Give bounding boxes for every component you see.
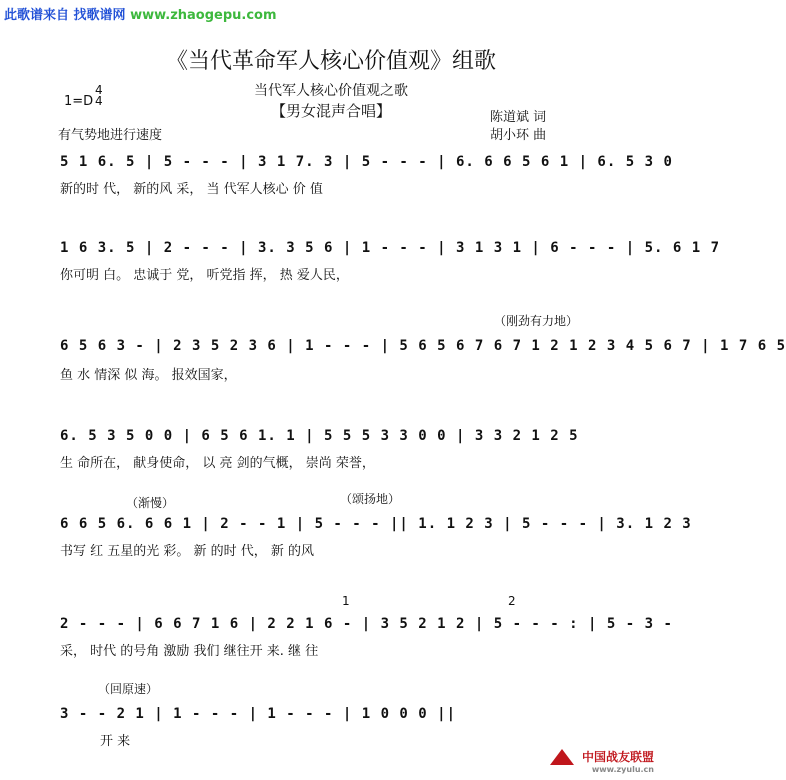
lyric-line-5: 书写 红 五星的光 彩。 新 的时 代， 新 的风 [60,544,315,559]
lyric-line-2: 你可明 白。 忠诚于 党， 听党指 挥， 热 爱人民， [60,268,349,283]
time-signature [95,85,103,107]
notation-line-6: 2 - - - | 6 6 7 1 6 | 2 2 1 6 - | 3 5 2 1 2 | 5 - - - : | 5 - 3 - [60,616,673,632]
watermark-text: 此歌谱来自 找歌谱网 [4,8,126,23]
notation-line-3: 6 5 6 3 - | 2 3 5 2 3 6 | 1 - - - | 5 6 5 6 7 6 7 1 2 1 2 3 4 5 6 7 | 1 7 6 5 [60,338,786,354]
composer: 胡小环 曲 [490,128,547,143]
notation-line-5: 6 6 5 6. 6 6 1 | 2 - - 1 | 5 - - - || 1. 1 2 3 | 5 - - - | 3. 1 2 3 [60,516,692,532]
chorus-type: 【男女混声合唱】 [270,102,391,120]
watermark-url: www.zhaogepu.com [130,8,277,23]
volta-2: 2 [508,594,516,608]
mark-a-tempo: （回原速） [98,682,159,696]
volta-1: 1 [342,594,350,608]
bottom-watermark-text: 中国战友联盟 [581,749,654,764]
top-watermark [4,4,277,23]
song-title: 《当代革命军人核心价值观》组歌 [165,49,496,74]
notation-line-7: 3 - - 2 1 | 1 - - - | 1 - - - | 1 0 0 0 || [60,706,457,722]
lyric-line-1: 新的时 代， 新的风 采， 当 代军人核心 价 值 [60,182,323,197]
notation-line-1: 5 1 6. 5 | 5 - - - | 3 1 7. 3 | 5 - - - | 6. 6 6 5 6 1 | 6. 5 3 0 [60,154,673,170]
lyric-line-6: 采， 时代 的号角 激励 我们 继往开 来. 继 往 [60,644,319,659]
lyric-line-4: 生 命所在， 献身使命， 以 亮 剑的气概， 崇尚 荣誉， [60,456,375,471]
mark-praising: （颂扬地） [340,492,401,506]
lyric-line-7: 开 来 [100,734,131,749]
bottom-watermark [550,748,654,775]
tempo-marking: 有气势地进行速度 [58,128,163,143]
lyric-line-3: 鱼 水 情深 似 海。 报效国家， [60,368,237,383]
song-subtitle: 当代军人核心价值观之歌 [254,83,408,99]
notation-line-2: 1 6 3. 5 | 2 - - - | 3. 3 5 6 | 1 - - - | 3 1 3 1 | 6 - - - | 5. 6 1 7 [60,240,721,256]
mark-slowing: （渐慢） [126,496,175,510]
notation-line-4: 6. 5 3 5 0 0 | 6 5 6 1. 1 | 5 5 5 3 3 0 0 | 3 3 2 1 2 5 [60,428,579,444]
meter-bottom: 4 [95,94,103,108]
meter-top: 4 [95,83,103,97]
key-signature: 1=D [64,94,94,109]
star-logo-icon [550,749,574,765]
lyricist: 陈道斌 词 [490,110,547,125]
mark-forceful: （刚劲有力地） [494,314,579,328]
bottom-watermark-url: www.zyulu.cn [591,765,654,774]
